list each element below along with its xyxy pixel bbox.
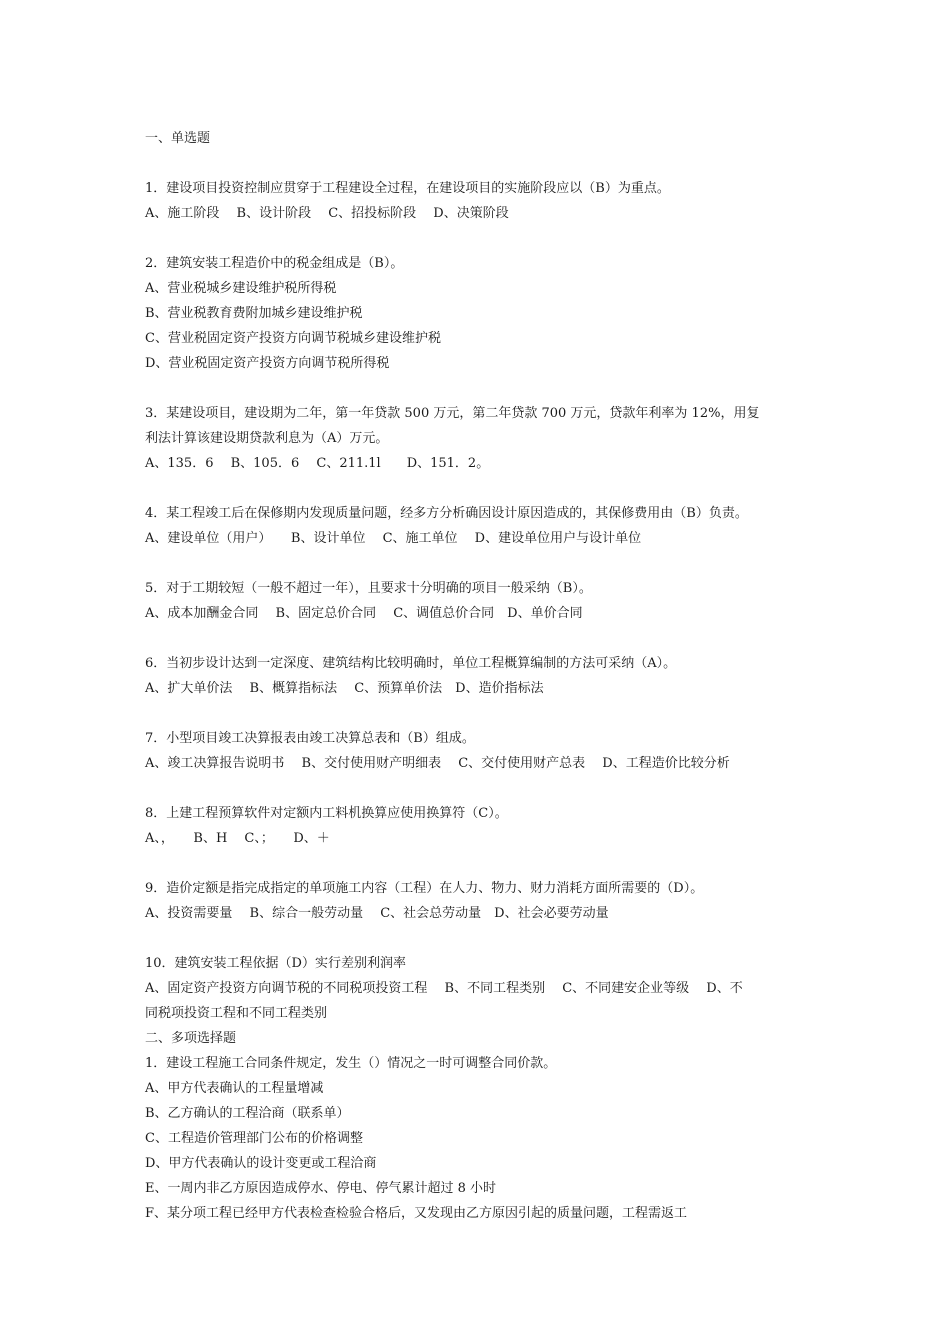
section-heading-multiple-choice: 二、多项选择题 [145,1031,237,1046]
question-8-stem: 8．上建工程预算软件对定额内工料机换算应使用换算符（C）。 [145,806,508,821]
document-page [145,126,805,1226]
question-3-stem-line-1: 3．某建设项目，建设期为二年，第一年贷款 500 万元，第二年贷款 700 万元，贷款年利率为 12%，用复 [145,406,760,421]
question-9-stem: 9．造价定额是指完成指定的单项施工内容（工程）在人力、物力、财力消耗方面所需要的（D）。 [145,881,704,896]
multi-question-1-stem: 1．建设工程施工合同条件规定，发生（）情况之一时可调整合同价款。 [145,1056,557,1071]
question-10-stem: 10．建筑安装工程依据（D）实行差别利润率 [145,956,406,971]
question-2-option-b: B、营业税教育费附加城乡建设维护税 [145,306,363,321]
question-2-option-d: D、营业税固定资产投资方向调节税所得税 [145,356,390,371]
question-7-options: A、竣工决算报告说明书 B、交付使用财产明细表 C、交付使用财产总表 D、工程造价比较分析 [145,756,730,771]
question-4-options: A、建设单位（用户） B、设计单位 C、施工单位 D、建设单位用户与设计单位 [145,531,642,546]
multi-question-1-option-d: D、甲方代表确认的设计变更或工程洽商 [145,1156,377,1171]
multi-question-1-option-a: A、甲方代表确认的工程量增减 [145,1081,324,1096]
section-heading-single-choice: 一、单选题 [145,131,211,146]
multi-question-1-option-c: C、工程造价管理部门公布的价格调整 [145,1131,363,1146]
question-8-options: A、， B、H C、； D、＋ [145,831,330,846]
question-4-stem: 4．某工程竣工后在保修期内发现质量问题，经多方分析确因设计原因造成的，其保修费用由（B）负责。 [145,506,748,521]
question-10-options-line-2: 同税项投资工程和不同工程类别 [145,1006,328,1021]
multi-question-1-option-b: B、乙方确认的工程洽商（联系单） [145,1106,350,1121]
question-3-options: A、135．6 B、105．6 C、211.1l D、151．2。 [145,456,490,471]
question-5-stem: 5．对于工期较短（一般不超过一年），且要求十分明确的项目一般采纳（B）。 [145,581,592,596]
question-2-option-c: C、营业税固定资产投资方向调节税城乡建设维护税 [145,331,441,346]
question-1-stem: 1．建设项目投资控制应贯穿于工程建设全过程，在建设项目的实施阶段应以（B）为重点。 [145,181,670,196]
question-5-options: A、成本加酬金合同 B、固定总价合同 C、调值总价合同 D、单价合同 [145,606,583,621]
question-2-option-a: A、营业税城乡建设维护税所得税 [145,281,337,296]
question-10-options-line-1: A、固定资产投资方向调节税的不同税项投资工程 B、不同工程类别 C、不同建安企业等级 D、不 [145,981,743,996]
multi-question-1-option-e: E、一周内非乙方原因造成停水、停电、停气累计超过 8 小时 [145,1181,497,1196]
question-6-options: A、扩大单价法 B、概算指标法 C、预算单价法 D、造价指标法 [145,681,544,696]
question-3-stem-line-2: 利法计算该建设期贷款利息为（A）万元。 [145,431,389,446]
multi-question-1-option-f: F、某分项工程已经甲方代表检查检验合格后，又发现由乙方原因引起的质量问题，工程需返工 [145,1206,688,1221]
question-7-stem: 7．小型项目竣工决算报表由竣工决算总表和（B）组成。 [145,731,475,746]
question-9-options: A、投资需要量 B、综合一般劳动量 C、社会总劳动量 D、社会必要劳动量 [145,906,609,921]
question-2-stem: 2．建筑安装工程造价中的税金组成是（B）。 [145,256,404,271]
question-1-options: A、施工阶段 B、设计阶段 C、招投标阶段 D、决策阶段 [145,206,509,221]
question-6-stem: 6．当初步设计达到一定深度、建筑结构比较明确时，单位工程概算编制的方法可采纳（A）。 [145,656,677,671]
